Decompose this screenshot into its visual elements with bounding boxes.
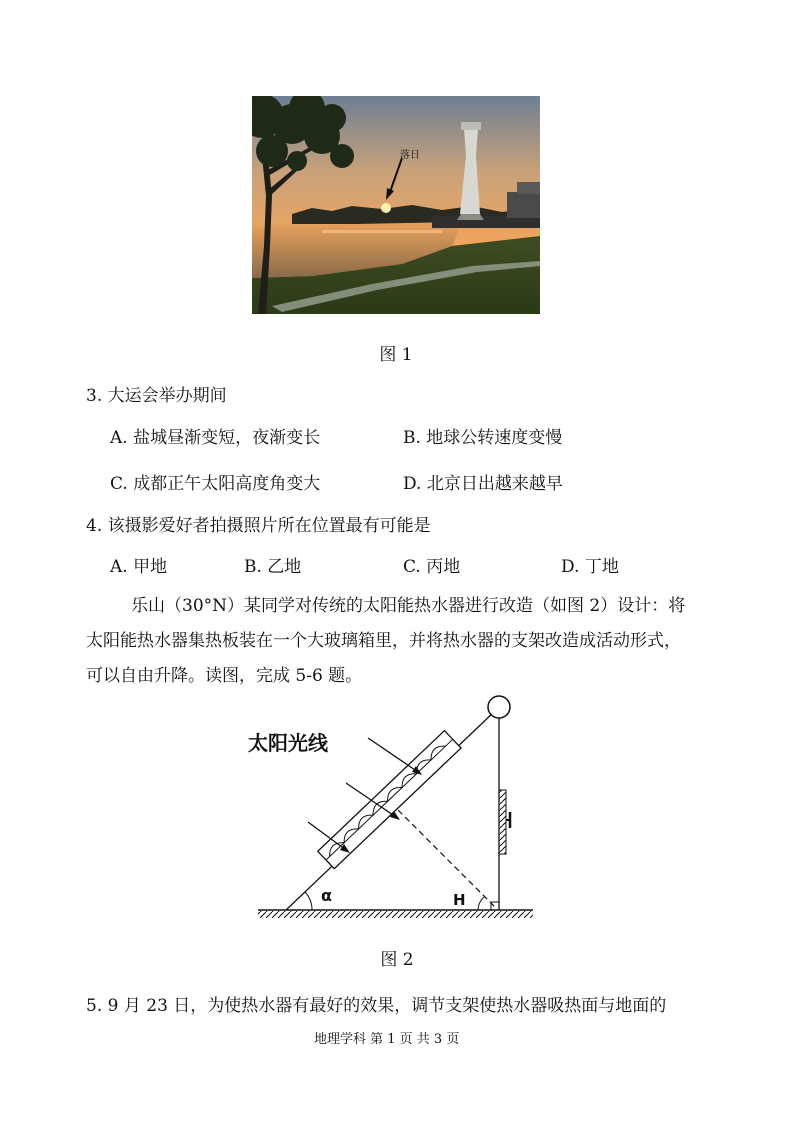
sunset-photo xyxy=(252,96,540,314)
intro-line-1: 乐山（30°N）某同学对传统的太阳能热水器进行改造（如图 2）设计：将 xyxy=(131,596,686,616)
question-4-option-b: B. 乙地 xyxy=(244,557,302,577)
question-4-option-d: D. 丁地 xyxy=(561,557,619,577)
question-4-stem: 4. 该摄影爱好者拍摄照片所在位置最有可能是 xyxy=(86,516,431,536)
page-footer: 地理学科 第 1 页 共 3 页 xyxy=(314,1032,460,1047)
sunset-annotation: 落日 xyxy=(400,150,420,161)
h-label: H xyxy=(453,891,466,909)
question-3-option-c: C. 成都正午太阳高度角变大 xyxy=(110,474,321,494)
question-5-stem: 5. 9 月 23 日，为使热水器有最好的效果，调节支架使热水器吸热面与地面的 xyxy=(86,996,667,1016)
question-4-option-c: C. 丙地 xyxy=(403,557,461,577)
question-4-option-a: A. 甲地 xyxy=(110,557,168,577)
alpha-label: α xyxy=(321,886,332,905)
intro-line-3: 可以自由升降。读图，完成 5-6 题。 xyxy=(86,666,363,686)
question-3-stem: 3. 大运会举办期间 xyxy=(86,386,227,406)
intro-line-2: 太阳能热水器集热板装在一个大玻璃箱里，并将热水器的支架改造成活动形式， xyxy=(86,631,681,651)
figure-2-caption: 图 2 xyxy=(380,950,414,970)
question-3-option-d: D. 北京日出越来越早 xyxy=(403,474,563,494)
figure-1-caption: 图 1 xyxy=(379,345,413,365)
sunlight-label: 太阳光线 xyxy=(248,731,328,755)
question-3-option-a: A. 盐城昼渐变短，夜渐变长 xyxy=(110,428,321,448)
solar-heater-diagram xyxy=(248,690,548,930)
question-3-option-b: B. 地球公转速度变慢 xyxy=(403,428,563,448)
